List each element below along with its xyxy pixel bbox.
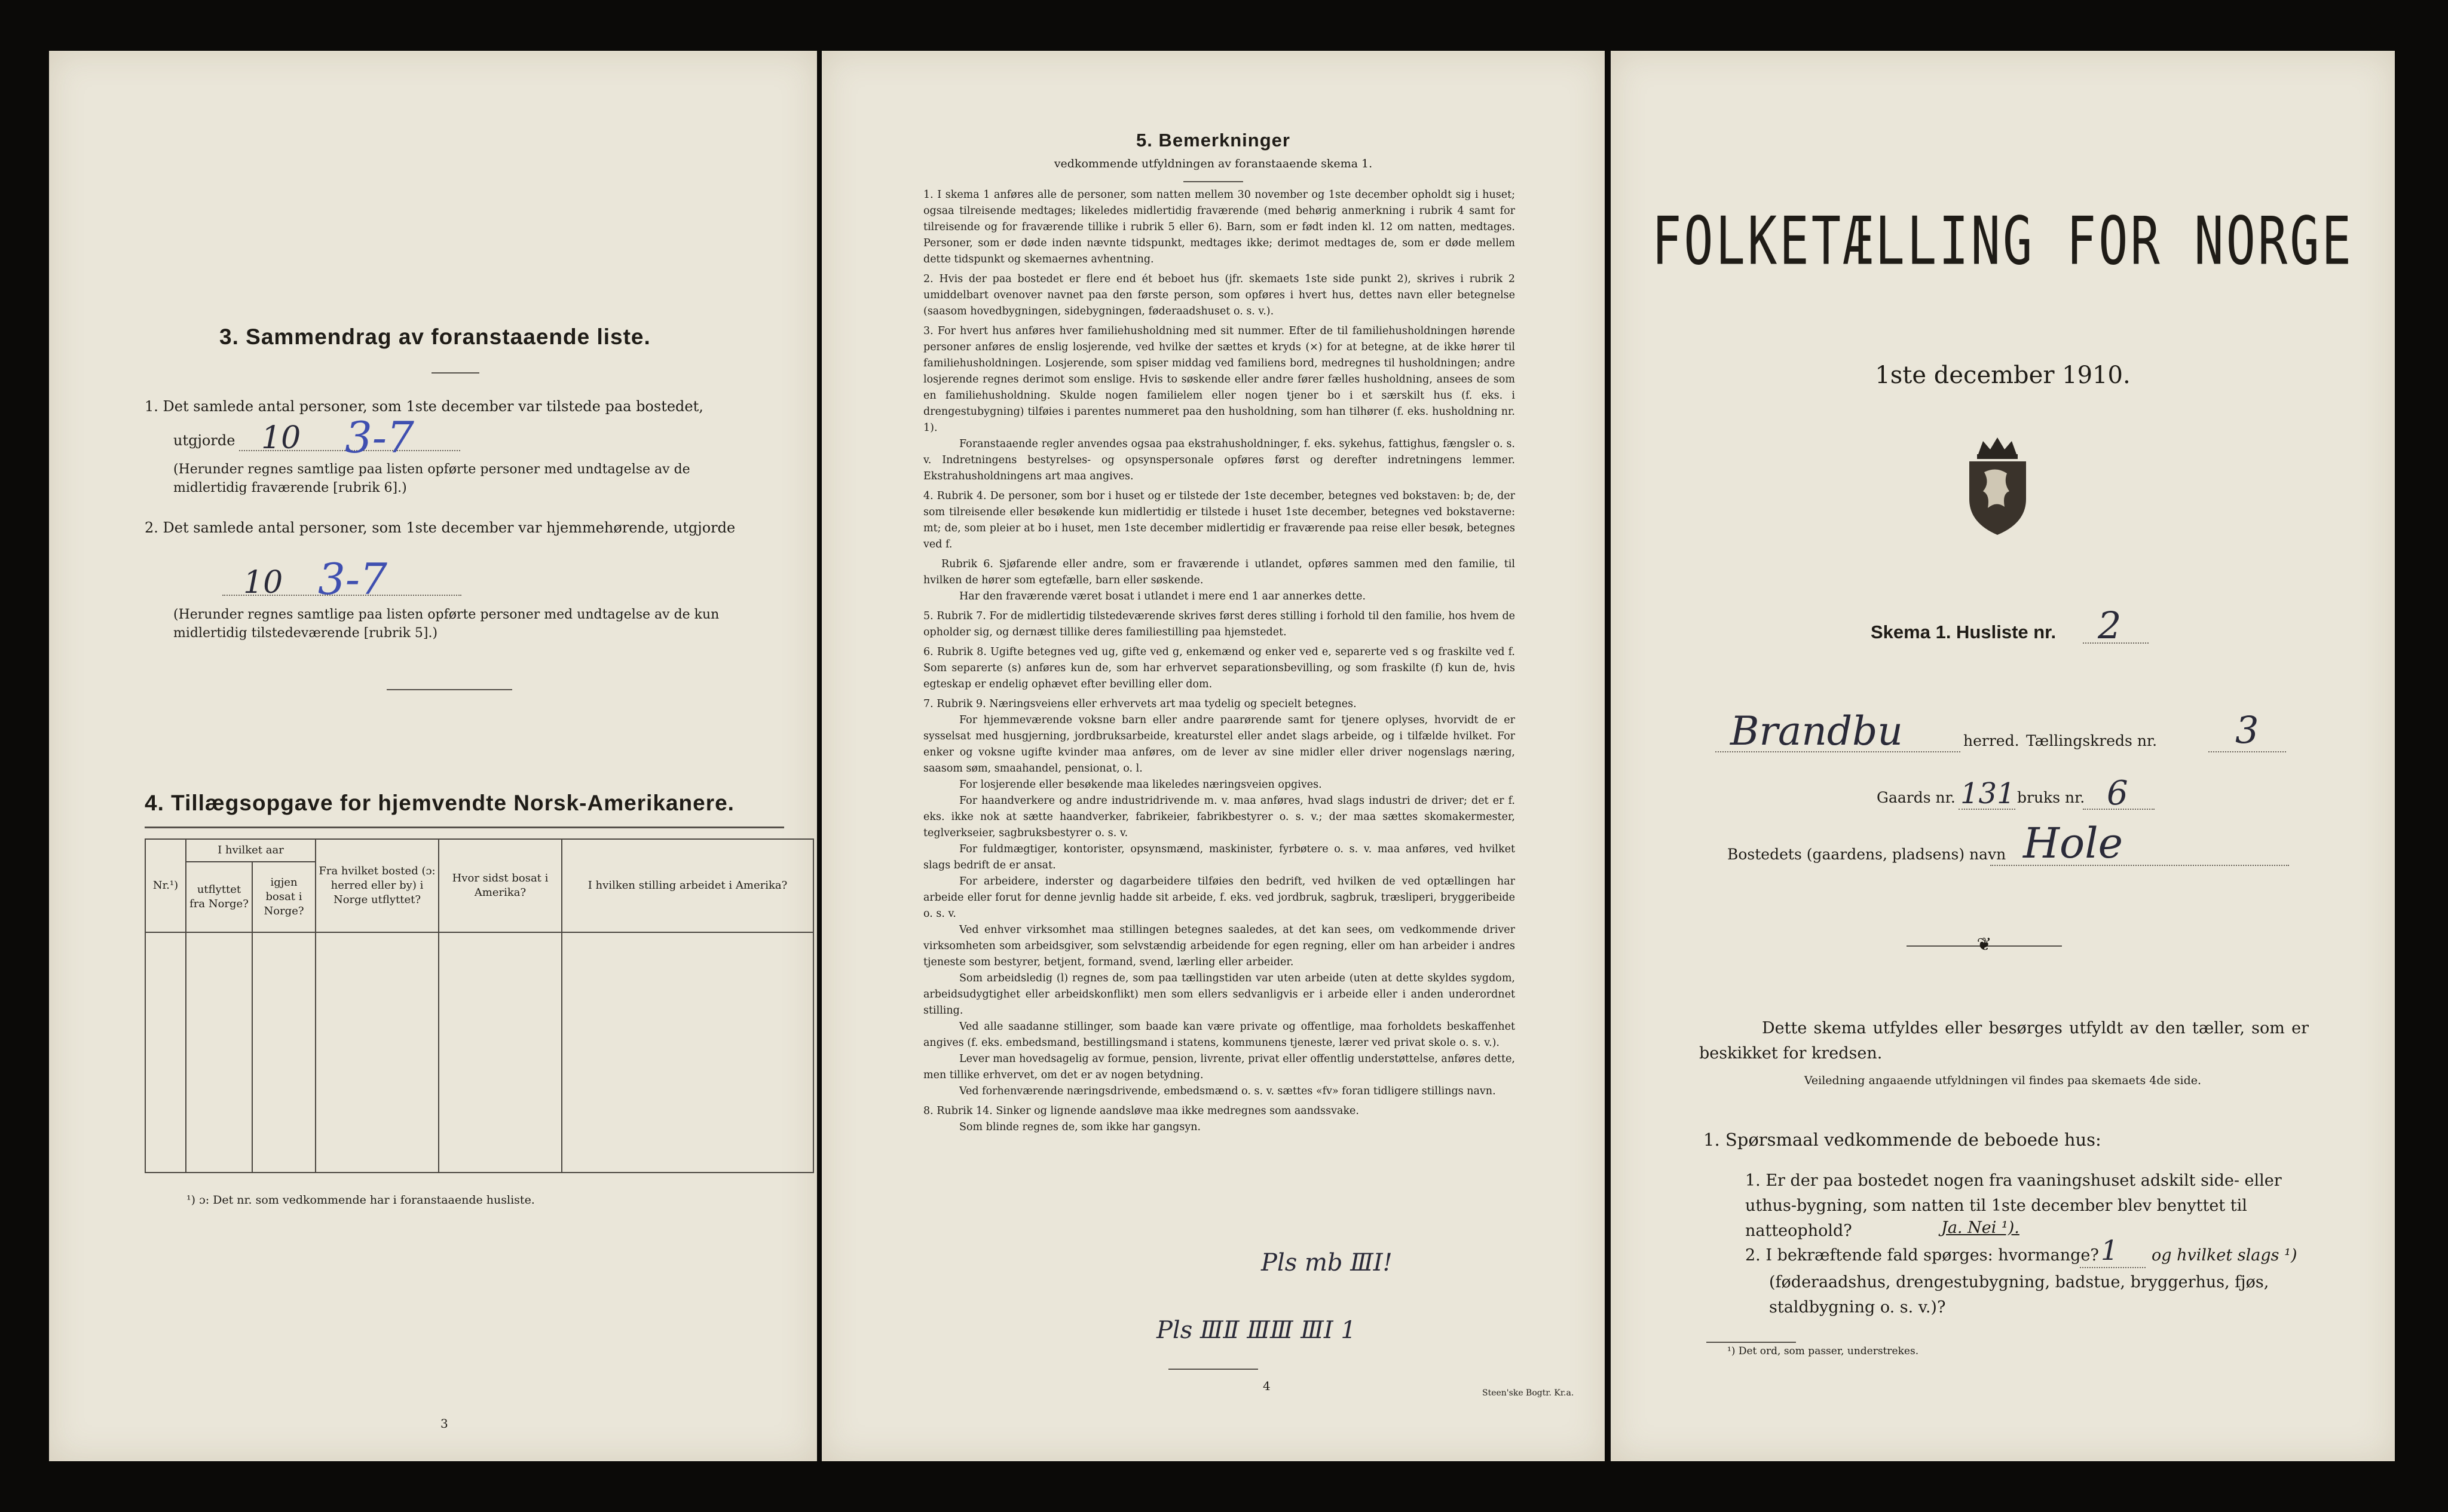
- remark-item: Har den fraværende været bosat i utlandet i mere end 1 aar annerkes dette.: [959, 590, 1366, 602]
- main-title: FOLKETÆLLING FOR NORGE: [1651, 203, 2354, 280]
- kreds-value: 3: [2235, 708, 2259, 752]
- remark-item: 1. I skema 1 anføres alle de personer, som natten mellem 30 november og 1ste december opholdt sig i huset; ogsaa tilreisende medtages; likeledes midlertidig fraværende (med behørig anmerkning i rubrik 4 samt for tilreisende og for fraværende tillike i rubrik 5 eller 6). Barn, som er født inden kl. 12 om natten, medtages. Personer, som er døde inden nævnte tidspunkt, medtages ikke; derimot medtages de, som er døde mellem dette tidspunkt og skemaernes avhentning.: [923, 189, 1515, 265]
- questions-heading: 1. Spørsmaal vedkommende de beboede hus:: [1703, 1130, 2101, 1150]
- middle-page: [822, 51, 1605, 1461]
- question-2-prefix: 2. I bekræftende fald spørges: hvormange?: [1745, 1246, 2099, 1265]
- guidance-text: Veiledning angaaende utfyldningen vil findes paa skemaets 4de side.: [1804, 1074, 2202, 1087]
- item1-handwritten-marks: 3-7: [345, 412, 414, 463]
- section5-subtitle: vedkommende utfyldningen av foranstaaende skema 1.: [1054, 157, 1373, 170]
- remark-item: 8. Rubrik 14. Sinker og lignende aandsløve maa ikke medregnes som aandssvake.: [923, 1105, 1359, 1117]
- remark-item: 7. Rubrik 9. Næringsveiens eller erhvervets art maa tydelig og specielt betegnes.: [923, 698, 1357, 710]
- intro-text: Dette skema utfyldes eller besørges utfyldt av den tæller, som er beskikket for kredsen.: [1699, 1019, 2309, 1063]
- right-footnote: ¹) Det ord, som passer, understrekes.: [1727, 1345, 1919, 1357]
- remark-item: Ved alle saadanne stillinger, som baade kan være private og offentlige, maa forholdets beskaffenhet angives (f. eks. embedsmand, bestillingsmand i statens, kommunens tjeneste, lærer ved privat skole o. s. v.).: [923, 1021, 1515, 1049]
- item2-text: 2. Det samlede antal personer, som 1ste december var hjemmehørende, utgjorde: [145, 519, 736, 536]
- question-1-answer: Ja. Nei ¹).: [1941, 1219, 2024, 1237]
- question-1: 1. Er der paa bostedet nogen fra vaaningshuset adskilt side- eller uthus-bygning, som natten til 1ste december blev benyttet til natteophold?: [1745, 1171, 2282, 1240]
- remark-item: For hjemmeværende voksne barn eller andre paarørende samt for tjenere oplyses, hvorvidt de er sysselsat med husgjerning, jordbruksarbeide, kreaturstel eller andet slags arbeide, og i tilfælde hvilket. For enker og voksne ugifte kvinder maa anføres, om de lever av sine midler eller driver nogenslags næring, saasom søm, smaahandel, pensionat, o. l.: [923, 714, 1515, 775]
- bruks-label: bruks nr.: [2017, 789, 2085, 806]
- remark-item: 4. Rubrik 4. De personer, som bor i huset og er tilstede der 1ste december, betegnes ved bokstaven: b; de, der som tilreisende eller besøkende kun midlertidig er tilstede i huset 1ste december, betegnes ved bokstaverne: mt; de, som pleier at bo i huset, men 1ste december midlertidig er fraværende paa reise eller besøk, betegnes ved f.: [923, 490, 1515, 550]
- herred-value: Brandbu: [1730, 708, 1903, 754]
- printer-mark: Steen'ske Bogtr. Kr.a.: [1482, 1388, 1574, 1398]
- right-page: [1611, 51, 2395, 1461]
- remark-item: 3. For hvert hus anføres hver familiehusholdning med sit nummer. Efter de til familiehusholdningen hørende personer anføres de enslig losjerende, ved hvilke der sættes et kryds (×) for at betegne, at de ikke hører til familiehusholdningen. Losjerende, som spiser middag ved familiens bord, medregnes til husholdningen; andre losjerende regnes derimot som enslige. Hvis to søskende eller andre fører fælles husholdning, ansees de som en familiehusholdning. Skulde nogen familielem eller nogen tjener bo i et særskilt hus (f. eks. i drengestubygning) tilføies i parentes nummeret paa den husholdning, som han tilhører (f. eks. husholdning nr. 1).: [923, 325, 1515, 434]
- remark-item: For haandverkere og andre industridrivende m. v. maa anføres, hvad slags industri de driver; det er f. eks. ikke nok at sætte haandverker, fabrikeier, fabrikbestyrer o. s. v.; der maa sættes skomakermester, teglverkseier, sagbruksbestyrer o. s. v.: [923, 795, 1515, 839]
- col-returned: igjen bosat i Norge?: [252, 862, 316, 932]
- item2-note: (Herunder regnes samtlige paa listen opførte personer med undtagelse av de kun midlertidig tilstedeværende [rubrik 5].): [173, 607, 720, 641]
- remark-item: Rubrik 6. Sjøfarende eller andre, som er fraværende i utlandet, opføres sammen med den familie, til hvilken de hører som egtefælle, barn eller søskende.: [923, 558, 1515, 586]
- remark-item: Som blinde regnes de, som ikke har gangsyn.: [959, 1121, 1201, 1133]
- item1-handwritten-value: 10: [261, 420, 301, 456]
- bosted-value: Hole: [2023, 819, 2123, 868]
- divider: [387, 689, 512, 690]
- remark-item: 5. Rubrik 7. For de midlertidig tilstedeværende skrives først deres stilling i forhold til den familie, hos hvem de opholder sig, og dernæst tillike deres familiestilling paa hjemstedet.: [923, 610, 1515, 638]
- skema-label: Skema 1. Husliste nr.: [1871, 622, 2057, 642]
- husliste-number: 2: [2098, 604, 2122, 647]
- kreds-label: Tællingskreds nr.: [2026, 732, 2158, 749]
- section4-title: 4. Tillægsopgave for hjemvendte Norsk-Amerikanere.: [145, 791, 735, 815]
- coat-of-arms-icon: [1960, 436, 2035, 538]
- page-number: 3: [440, 1416, 448, 1431]
- item1-text: 1. Det samlede antal personer, som 1ste december var tilstede paa bostedet,: [145, 398, 703, 415]
- handwritten-marks-2: Pls ⅢⅡ ⅢⅢ ⅢⅠ 1: [1156, 1317, 1356, 1344]
- section5-title: 5. Bemerkninger: [1136, 130, 1290, 151]
- remark-item: Ved forhenværende næringsdrivende, embedsmænd o. s. v. sættes «fv» foran tidligere stillings navn.: [959, 1085, 1496, 1097]
- gaards-value: 131: [1960, 777, 2015, 810]
- page-number: 4: [1263, 1379, 1271, 1393]
- remark-item: 2. Hvis der paa bostedet er flere end ét beboet hus (jfr. skemaets 1ste side punkt 2), skrives i rubrik 2 umiddelbart ovenover navnet paa den første person, som opføres i hvert hus, dettes navn eller betegnelse (saasom hovedbygningen, sidebygningen, føderaadshuset o. s. v.).: [923, 273, 1515, 317]
- question-2-count: 1: [2101, 1234, 2119, 1266]
- remark-item: Foranstaaende regler anvendes ogsaa paa ekstrahusholdninger, f. eks. sykehus, fattighus, fængsler o. s. v. Indretningens bestyrelses- og opsynspersonale opføres først og derefter indretningens lemmer. Ekstrahusholdningens art maa angives.: [923, 438, 1515, 482]
- remark-item: Som arbeidsledig (l) regnes de, som paa tællingstiden var uten arbeide (uten at dette skyldes sygdom, arbeidsudygtighet eller arbeidskonflikt) men som ellers sedvanligvis er i arbeide eller i anden underordnet stilling.: [923, 972, 1515, 1017]
- col-position: I hvilken stilling arbeidet i Amerika?: [562, 839, 813, 932]
- item1-note: (Herunder regnes samtlige paa listen opførte personer med undtagelse av de midlertidig fraværende [rubrik 6].): [173, 462, 690, 495]
- item1-prefix: utgjorde: [173, 432, 235, 449]
- left-page: [49, 51, 817, 1461]
- col-year-group: I hvilket aar: [186, 839, 316, 862]
- item2-handwritten-marks: 3-7: [318, 554, 387, 604]
- remark-item: Ved enhver virksomhet maa stillingen betegnes saaledes, at det kan sees, om vedkommende driver virksomheten som arbeidsgiver, som selvstændig arbeidende for egen regning, eller om han arbeider i andres tjeneste som bestyrer, betjent, formand, svend, lærling eller arbeider.: [923, 924, 1515, 968]
- remark-item: Lever man hovedsagelig av formue, pension, livrente, privat eller offentlig understøttelse, anføres dette, men tillike erhvervet, om det er av nogen betydning.: [923, 1053, 1515, 1081]
- table-row: [145, 932, 813, 1173]
- herred-label: herred.: [1963, 732, 2019, 749]
- question-2-options: (føderaadshus, drengestubygning, badstue, bryggerhus, fjøs, staldbygning o. s. v.)?: [1769, 1273, 2269, 1317]
- census-date: 1ste december 1910.: [1875, 362, 2131, 389]
- bruks-value: 6: [2107, 774, 2128, 813]
- col-last-residence: Hvor sidst bosat i Amerika?: [439, 839, 562, 932]
- col-emigrated: utflyttet fra Norge?: [186, 862, 252, 932]
- bosted-label: Bostedets (gaardens, pladsens) navn: [1727, 846, 2006, 863]
- remark-item: 6. Rubrik 8. Ugifte betegnes ved ug, gifte ved g, enkemænd og enker ved e, separerte ved s og fraskilte ved f. Som separerte (s) anføres kun de, som har erhvervet separationsbevilling, og som fraskilte (f) kun de, hvis egteskap er endelig ophævet efter bevilling eller dom.: [923, 646, 1515, 690]
- ornament-icon: ❦: [1976, 934, 1992, 955]
- remark-item: For losjerende eller besøkende maa likeledes næringsveien opgives.: [959, 779, 1322, 791]
- col-nr: Nr.¹): [145, 839, 186, 932]
- col-from-where: Fra hvilket bosted (ɔ: herred eller by) i Norge utflyttet?: [316, 839, 439, 932]
- remarks-list: [923, 187, 1515, 1135]
- norsk-amerikanere-table: [145, 838, 814, 1173]
- table-footnote: ¹) ɔ: Det nr. som vedkommende har i foranstaaende husliste.: [186, 1193, 535, 1207]
- gaards-label: Gaards nr.: [1877, 789, 1956, 806]
- question-2-middle: og hvilket slags ¹): [2152, 1246, 2297, 1265]
- section3-title: 3. Sammendrag av foranstaaende liste.: [219, 325, 651, 349]
- remark-item: For arbeidere, inderster og dagarbeidere tilføies den bedrift, ved hvilken de ved optællingen har arbeide eller forut for denne jevnlig hadde sit arbeide, f. eks. ved jordbruk, sagbruk, træsliperi, bryggeribeide o. s. v.: [923, 876, 1515, 920]
- divider: [432, 372, 479, 374]
- item2-handwritten-value: 10: [243, 565, 283, 601]
- handwritten-marks-1: Pls mb ⅢⅠ!: [1261, 1249, 1393, 1277]
- remark-item: For fuldmægtiger, kontorister, opsynsmænd, maskinister, fyrbøtere o. s. v. maa anføres, ved hvilket slags bedrift de er ansat.: [923, 843, 1515, 871]
